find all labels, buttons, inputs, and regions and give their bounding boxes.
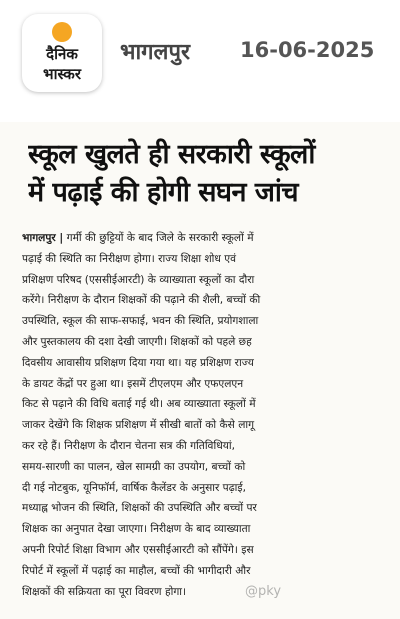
body-line: पढ़ाई की स्थिति का निरीक्षण होगा। राज्य शिक्षा शोध एवं <box>22 252 237 265</box>
edition-date: 16-06-2025 <box>240 38 375 62</box>
body-line: के डायट केंद्रों पर हुआ था। इसमें टीएलएम और एफएलएन <box>22 377 244 390</box>
body-line: किट से पढ़ाने की विधि बताई गई थी। अब व्याख्याता स्कूलों में <box>22 398 256 411</box>
headline <box>28 136 378 212</box>
body-line: समय-सारणी का पालन, खेल सामग्री का उपयोग, बच्चों को <box>22 460 246 473</box>
headline-line: में पढ़ाई की होगी सघन जांच <box>28 177 299 208</box>
body-line: कर रहे हैं। निरीक्षण के दौरान चेतना सत्र की गतिविधियां, <box>22 439 235 452</box>
body-line: रिपोर्ट में स्कूलों में पढ़ाई का माहौल, बच्चों की भागीदारी और <box>22 564 251 577</box>
body-line: अपनी रिपोर्ट शिक्षा विभाग और एससीईआरटी को सौंपेंगे। इस <box>22 543 254 556</box>
body-line: दिवसीय आवासीय प्रशिक्षण दिया गया था। यह प्रशिक्षण राज्य <box>22 356 254 369</box>
body-line: मध्याह्न भोजन की स्थिति, शिक्षकों की उपस्थिति और बच्चों पर <box>22 502 257 515</box>
body-line: और पुस्तकालय की दशा देखी जाएगी। शिक्षकों को पहले छह <box>22 335 252 348</box>
body-line-text: गर्मी की छुट्टियों के बाद जिले के सरकारी स्कूलों में <box>63 232 254 244</box>
news-clipping <box>0 122 400 619</box>
logo-text-line2: भास्कर <box>43 65 81 83</box>
logo-text-line1: दैनिक <box>46 45 78 63</box>
body-line: प्रशिक्षण परिषद (एससीईआरटी) के व्याख्याता स्कूलों का दौरा <box>22 273 255 286</box>
watermark: @pky <box>245 584 282 599</box>
headline-line: स्कूल खुलते ही सरकारी स्कूलों <box>28 139 315 170</box>
body-line: करेंगे। निरीक्षण के दौरान शिक्षकों की पढ़ाने की शैली, बच्चों की <box>22 294 261 307</box>
body-line: उपस्थिति, स्कूल की साफ-सफाई, भवन की स्थिति, प्रयोगशाला <box>22 315 259 328</box>
body-line: शिक्षक का अनुपात देखा जाएगा। निरीक्षण के बाद व्याख्याता <box>22 523 251 536</box>
body-line: दी गई नोटबुक, यूनिफॉर्म, वार्षिक कैलेंडर के अनुसार पढ़ाई, <box>22 481 246 494</box>
sun-icon <box>52 22 72 42</box>
app-header <box>0 0 400 100</box>
dateline: भागलपुर | <box>22 232 64 244</box>
body-line: जाकर देखेंगे कि शिक्षक प्रशिक्षण में सीखी बातों को कैसे लागू <box>22 419 255 432</box>
dainik-bhaskar-logo[interactable] <box>22 14 102 92</box>
body-line: शिक्षकों की सक्रियता का पूरा विवरण होगा। <box>22 585 187 598</box>
article-body <box>22 228 384 602</box>
body-line <box>22 228 384 249</box>
edition-city: भागलपुर <box>120 40 190 65</box>
